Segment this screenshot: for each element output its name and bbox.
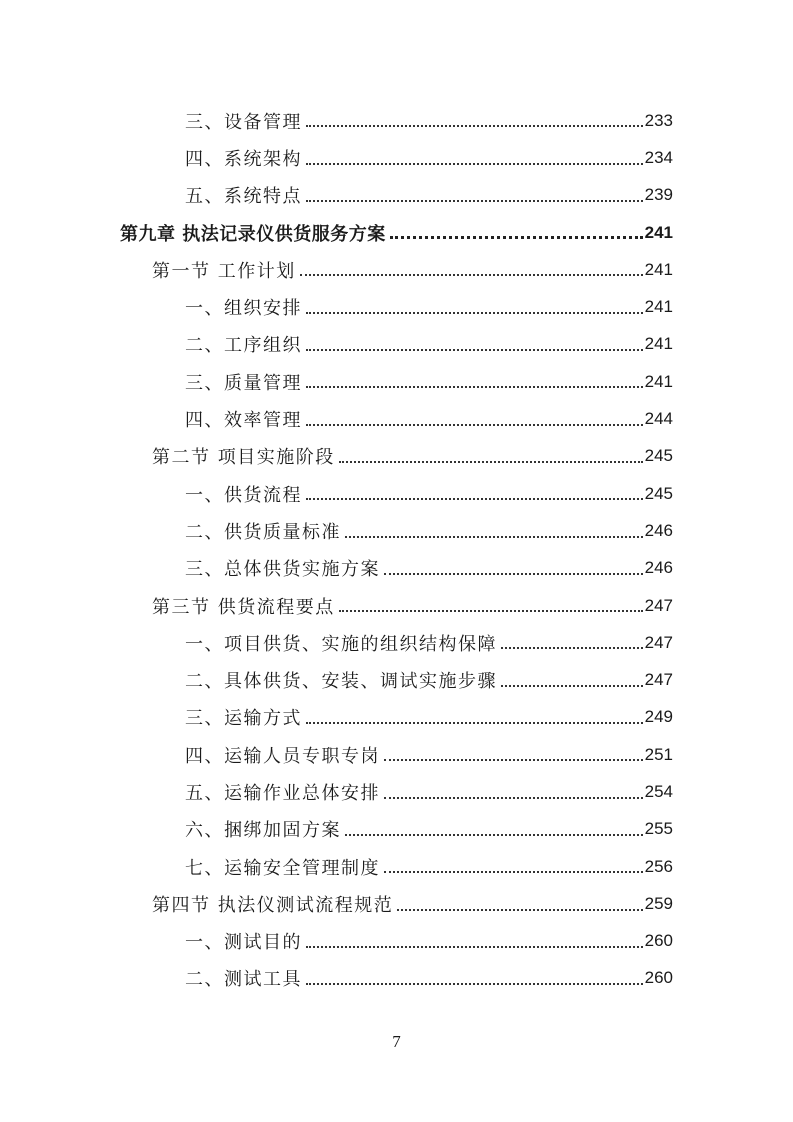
toc-section-entry[interactable] (0, 587, 793, 624)
toc-subsection-entry[interactable] (0, 550, 793, 587)
toc-entry-page-number: 255 (644, 819, 673, 839)
toc-subsection-entry[interactable] (0, 624, 793, 661)
toc-dot-leader (306, 162, 643, 165)
toc-entry-page-number: 260 (644, 968, 673, 988)
toc-entry-page-number: 251 (644, 744, 673, 764)
toc-subsection-entry[interactable] (0, 102, 793, 139)
toc-dot-leader (306, 721, 643, 724)
toc-entry-title: 六、捆绑加固方案 (185, 820, 341, 842)
toc-section-entry[interactable] (0, 885, 793, 922)
toc-dot-leader (300, 273, 643, 276)
toc-dot-leader (501, 684, 643, 687)
toc-entry-title: 三、运输方式 (185, 708, 302, 730)
toc-entry-title: 三、设备管理 (185, 111, 302, 133)
toc-dot-leader (384, 796, 643, 799)
page-number: 7 (392, 1032, 401, 1051)
toc-entry-page-number: 241 (644, 334, 673, 354)
toc-entry-title: 一、供货流程 (185, 484, 302, 506)
toc-entry-title: 三、总体供货实施方案 (185, 559, 380, 581)
table-of-contents (0, 102, 793, 997)
toc-entry-title: 第一节 工作计划 (152, 260, 296, 282)
toc-entry-page-number: 246 (644, 520, 673, 540)
toc-entry-title: 四、系统架构 (185, 148, 302, 170)
toc-subsection-entry[interactable] (0, 326, 793, 363)
toc-subsection-entry[interactable] (0, 475, 793, 512)
toc-dot-leader (306, 348, 643, 351)
toc-dot-leader (397, 908, 642, 911)
toc-subsection-entry[interactable] (0, 661, 793, 698)
toc-subsection-entry[interactable] (0, 848, 793, 885)
toc-entry-page-number: 249 (644, 707, 673, 727)
toc-entry-title: 一、组织安排 (185, 298, 302, 320)
toc-entry-title: 一、测试目的 (185, 932, 302, 954)
toc-entry-page-number: 247 (644, 595, 673, 615)
toc-subsection-entry[interactable] (0, 512, 793, 549)
toc-entry-title: 三、质量管理 (185, 372, 302, 394)
toc-entry-page-number: 247 (644, 670, 673, 690)
toc-dot-leader (501, 646, 643, 649)
toc-entry-title: 第九章 执法记录仪供货服务方案 (120, 223, 386, 245)
toc-dot-leader (306, 497, 643, 500)
toc-entry-title: 二、供货质量标准 (185, 521, 341, 543)
toc-subsection-entry[interactable] (0, 773, 793, 810)
toc-entry-page-number: 241 (644, 259, 673, 279)
toc-entry-page-number: 259 (644, 893, 673, 913)
toc-subsection-entry[interactable] (0, 736, 793, 773)
toc-subsection-entry[interactable] (0, 288, 793, 325)
toc-subsection-entry[interactable] (0, 699, 793, 736)
toc-entry-title: 二、具体供货、安装、调试实施步骤 (185, 671, 497, 693)
toc-entry-title: 一、项目供货、实施的组织结构保障 (185, 633, 497, 655)
toc-entry-page-number: 260 (644, 931, 673, 951)
toc-chapter-entry[interactable] (0, 214, 793, 251)
toc-dot-leader (339, 609, 643, 612)
toc-dot-leader (384, 870, 643, 873)
toc-entry-title: 五、运输作业总体安排 (185, 782, 380, 804)
toc-entry-page-number: 234 (644, 147, 673, 167)
toc-entry-page-number: 233 (644, 110, 673, 130)
toc-entry-title: 第四节 执法仪测试流程规范 (152, 894, 394, 916)
toc-dot-leader (306, 945, 643, 948)
toc-dot-leader (306, 199, 643, 202)
toc-section-entry[interactable] (0, 251, 793, 288)
toc-entry-title: 第三节 供货流程要点 (152, 596, 335, 618)
toc-dot-leader (306, 385, 643, 388)
toc-entry-page-number: 241 (644, 222, 673, 242)
toc-entry-title: 二、测试工具 (185, 969, 302, 991)
toc-dot-leader (306, 423, 643, 426)
toc-subsection-entry[interactable] (0, 363, 793, 400)
toc-entry-title: 四、效率管理 (185, 410, 302, 432)
toc-dot-leader (390, 235, 643, 239)
toc-subsection-entry[interactable] (0, 139, 793, 176)
toc-entry-page-number: 241 (644, 297, 673, 317)
toc-dot-leader (306, 124, 643, 127)
toc-entry-page-number: 246 (644, 558, 673, 578)
toc-dot-leader (345, 833, 643, 836)
toc-dot-leader (384, 758, 643, 761)
toc-entry-title: 四、运输人员专职专岗 (185, 745, 380, 767)
toc-entry-page-number: 254 (644, 781, 673, 801)
toc-dot-leader (306, 982, 643, 985)
toc-entry-title: 二、工序组织 (185, 335, 302, 357)
toc-dot-leader (339, 460, 643, 463)
toc-subsection-entry[interactable] (0, 177, 793, 214)
toc-subsection-entry[interactable] (0, 811, 793, 848)
toc-entry-page-number: 239 (644, 185, 673, 205)
toc-subsection-entry[interactable] (0, 960, 793, 997)
toc-subsection-entry[interactable] (0, 400, 793, 437)
toc-section-entry[interactable] (0, 438, 793, 475)
toc-entry-page-number: 245 (644, 446, 673, 466)
toc-dot-leader (345, 535, 643, 538)
toc-subsection-entry[interactable] (0, 923, 793, 960)
toc-entry-page-number: 245 (644, 483, 673, 503)
toc-entry-page-number: 244 (644, 409, 673, 429)
toc-entry-title: 五、系统特点 (185, 186, 302, 208)
toc-entry-page-number: 256 (644, 856, 673, 876)
toc-entry-page-number: 241 (644, 371, 673, 391)
toc-entry-title: 第二节 项目实施阶段 (152, 447, 335, 469)
toc-dot-leader (384, 572, 643, 575)
toc-entry-page-number: 247 (644, 632, 673, 652)
toc-entry-title: 七、运输安全管理制度 (185, 857, 380, 879)
toc-dot-leader (306, 311, 643, 314)
